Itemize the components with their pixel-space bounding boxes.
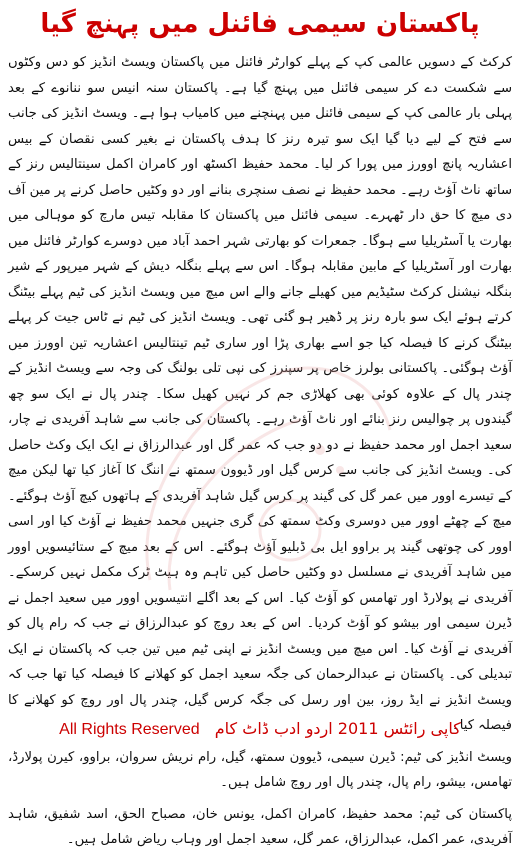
copyright-urdu: کاپی رائٹس 2011 اردو ادب ڈاٹ کام — [214, 719, 461, 738]
article-paragraph-main: کرکٹ کے دسویں عالمی کپ کے پہلے کوارٹر فائنل میں پاکستان ویسٹ انڈیز کو دس وکٹوں سے شکست دے کر سیمی فائنل میں پہنچ گیا ہے۔ پاکستان سنہ انیس سو ننانوے کے بعد پہلی بار عالمی کپ کے سیمی فائنل میں پہنچنے میں کامیاب ہوا ہے۔ ویسٹ انڈیز کی جانب سے فتح کے لیے دیا گیا ایک سو تیرہ رنز کا ہدف پاکستان نے بغیر کسی نقصان کے بیس اعشاریہ پانچ اوورز میں پورا کر لیا۔ محمد حفیظ اکسٹھ اور کامران اکمل سینتالیس رنز کے ساتھ ناٹ آؤٹ رہے۔ محمد حفیظ نے نصف سنچری بنانے اور دو وکٹیں حاصل کرنے پر مین آف دی میچ کا حق دار ٹھہرے۔ سیمی فائنل میں پاکستان کا مقابلہ تیس مارچ کو موہالی میں بھارت یا آسٹریلیا سے ہوگا۔ جمعرات کو بھارتی شہر احمد آباد میں دوسرے کوارٹر فائنل میں بھارت اور آسٹریلیا کے مابین مقابلہ ہوگا۔ اس سے پہلے بنگلہ دیش کے شہر میرپور کے شیر بنگلہ نیشنل کرکٹ سٹیڈیم میں کھیلے جانے والے اس میچ میں ویسٹ انڈیز کی ٹیم پہلے بیٹنگ کرتے ہوئے ایک سو بارہ رنز پر ڈھیر ہو گئی تھی۔ ویسٹ انڈیز کی ٹیم نے ٹاس جیت کر پہلے بیٹنگ کرنے کا فیصلہ کیا جو اسے بھاری پڑا اور ساری ٹیم تینتالیس اعشاریہ تین اوورز میں آؤٹ ہوگئی۔ پاکستانی بولرز خاص پر سپنرز کی نپی تلی بولنگ کی وجہ سے ویسٹ انڈیز کے چندر پال کے علاوہ کوئی بھی کھلاڑی جم کر نہیں کھیل سکا۔ چندر پال نے ایک سو چھ گیندوں پر چوالیس رنز بنائے اور ناٹ آؤٹ رہے۔ پاکستان کی جانب سے شاہد آفریدی نے چار، سعید اجمل اور محمد حفیظ نے دو دو جب کہ عمر گل اور عبدالرزاق نے ایک ایک وکٹ حاصل کی۔ ویسٹ انڈیز کی جانب سے کرس گیل اور ڈیوون سمتھ نے اننگ کا آغاز کیا تھا لیکن میچ کے تیسرے اوور میں عمر گل کی گیند پر کرس گیل شاہد آفریدی کے ہاتھوں کیچ آؤٹ ہوگئے۔ میچ کے چھٹے اوور میں دوسری وکٹ سمتھ کی گری جنہیں محمد حفیظ نے آؤٹ کیا اور اسی اوور کی چوتھی گیند پر براوو ایل بی ڈبلیو آؤٹ ہوگئے۔ اس کے بعد میچ کے ستائیسویں اوور میں شاہد آفریدی نے مسلسل دو وکٹیں حاصل کیں تاہم وہ ہیٹ ٹرک مکمل نہیں کرسکے۔ آفریدی نے پولارڈ اور تھامس کو آؤٹ کیا۔ اس کے بعد اگلے انتیسویں اوور میں سعید اجمل نے ڈیرن سیمی اور بیشو کو آؤٹ کردیا۔ اس کے بعد روچ کو عبدالرزاق نے جب کہ رام پال کو آفریدی نے آؤٹ کیا۔ اس میچ میں ویسٹ انڈیز نے اپنی ٹیم میں تین جب کہ پاکستان نے ایک تبدیلی کی۔ پاکستان نے عبدالرحمان کی جگہ سعید اجمل کو کھلانے کا فیصلہ کیا تھا جب کہ ویسٹ انڈیز نے ایڈ روز، بین اور رسل کی جگہ کرس گیل، چندر پال اور روچ کو کھلانے کا فیصلہ کیا۔ — [8, 55, 512, 733]
article-paragraph-west-indies-team: ویسٹ انڈیز کی ٹیم: ڈیرن سیمی، ڈیوون سمتھ، گیل، رام نریش سروان، براوو، کیرن پولارڈ، تھامس، بیشو، رام پال، چندر پال اور روچ شامل ہیں۔ — [8, 749, 512, 790]
article-headline: پاکستان سیمی فائنل میں پہنچ گیا — [40, 9, 480, 39]
article-paragraph-pakistan-team: پاکستان کی ٹیم: محمد حفیظ، کامران اکمل، یونس خان، مصباح الحق، اسد شفیق، شاہد آفریدی، عمر اکمل، عبدالرزاق، عمر گل، سعید اجمل اور وہاب ریاض شامل ہیں۔ — [8, 806, 512, 847]
copyright-footer — [0, 716, 520, 743]
copyright-english: All Rights Reserved — [59, 721, 200, 738]
